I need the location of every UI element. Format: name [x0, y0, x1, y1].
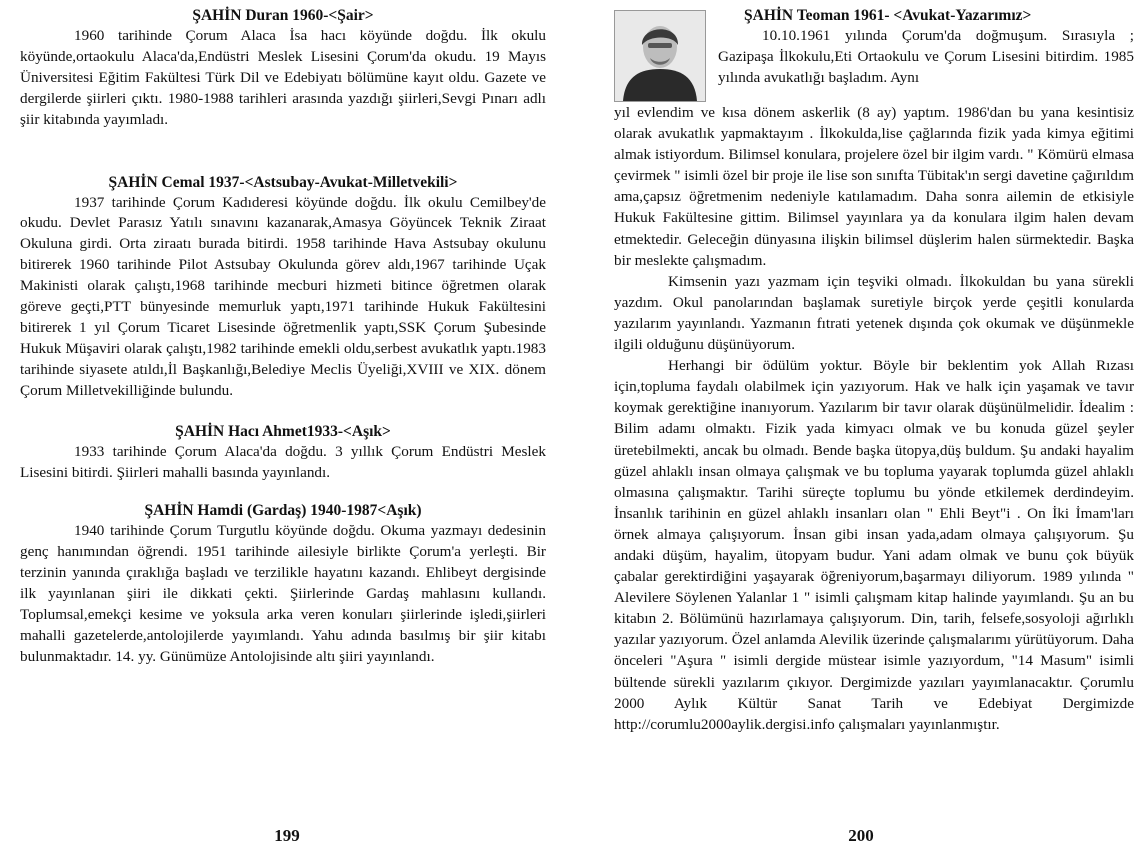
entry-header-text — [718, 6, 1134, 89]
entry-title: ŞAHİN Cemal 1937-<Astsubay-Avukat-Milletvekili> — [108, 173, 458, 191]
entry-body — [614, 102, 1134, 735]
entry-title: ŞAHİN Hacı Ahmet1933-<Aşık> — [175, 422, 391, 440]
entry-intro: 10.10.1961 yılında Çorum'da doğmuşum. Sırasıyla ; Gazipaşa İlkokulu,Eti Ortaokulu ve Çorum Lisesini bitirdim. 1985 yılında avukatlığı başladım. Aynı — [718, 27, 1134, 86]
entry-text: 1960 tarihinde Çorum Alaca İsa hacı köyünde doğdu. İlk okulu köyünde,ortaokulu Alaca'da,Endüstri Meslek Lisesini Çorum'da okudu. 19 Mayıs Üniversitesi Eğitim Fakültesi Türk Dil ve Edebiyatı bölümüne kayıt oldu. Gazete ve dergilerde şiirleri çıktı. 1980-1988 tarihleri arasında yazdığı şiirleri,Sevgi Pınarı adlı şiir kitabında yayımladı. — [20, 27, 546, 128]
entry-paragraph: Kimsenin yazı yazmam için teşviki olmadı. İlkokuldan bu yana sürekli yazdım. Okul panolarından başlamak suretiyle birçok yerde çeşitli konularda yazılarım yayınlandı. Yazmanın fıtrati yetenek dışında çok okumak ve düşünmekle ilgili olduğunu düşünüyorum. — [614, 272, 1134, 354]
entry-header — [614, 6, 1134, 102]
entry-text: 1937 tarihinde Çorum Kadıderesi köyünde doğdu. İlk okulu Cemilbey'de okudu. Devlet Parasız Yatılı sınavını kazanarak,Amasya Göyüncek Teknik Ziraat Okuluna girdi. Orta ziraatı burada bitirdi. 1958 tarihinde Hava Astsubay okulunu bitirerek 1960 tarihinde Pilot Astsubay Okulunda görev aldı,1967 tarihinde Uçak Makinisti olarak çalıştı,1968 tarihinde mecburi hizmeti bitince öğretmen olarak göreve geçti,PTT bünyesinde memurluk yaptı,1971 tarihinde Hukuk Fakültesini bitirerek 1 yıl Çorum Ticaret Lisesinde öğretmenlik yaptı,SSK Çorum Şubesinde Hukuk Müşaviri olarak çalıştı,1982 tarihinde emekli oldu,serbest avukatlık yaptı.1983 tarihinde siyasete atıldı,İl Başkanlığı,Belediye Meclis Üyeliği,XVIII ve XIX. dönem Çorum Milletvekilliğinde bulundu. — [20, 193, 546, 399]
entry-cemal — [20, 173, 546, 402]
entry-text: 1933 tarihinde Çorum Alaca'da doğdu. 3 yıllık Çorum Endüstri Meslek Lisesini bitirdi. Şiirleri mahalli basında yayınlandı. — [20, 442, 546, 481]
entry-paragraph: Herhangi bir ödülüm yoktur. Böyle bir beklentim yok Allah Rızası için,topluma faydalı olabilmek için yazıyorum. Hak ve halk için yaşamak ve tavır koymak gerektiğine inanıyorum. Yazılarım bir tavır olarak düşünülmelidir. İdealim : Bilim adamı olmaktı. Fizik yada kimyacı olmak ve bu konuda güzel şeyler üretebilmekti, ancak bu olmadı. Bende başka ütopya,düş buldum. Şu andaki hayalim güzel ahlaklı insan olmaya çalışmak ve bu topluma yayarak toplumda güzel ahlaklı olmasına çalışmaktır. Tarihi süreçte toplumu bu yönde etkilemek derdindeyim. İnsanlık tarihinin en güzel ahlaklı insanları olan " Ehli Beyt"i . On İki İmam'ları örnek almaya çalışıyorum. İnsan gibi insan yada,adam olmaya çalışıyorum. Şu andaki düşüm, hayalim, ütopyam budur. Yani adam olmak ve bunu çok büyük çabalar gerektirdiğini yaşayarak öğreniyorum,başarmayı diliyorum. 1989 yılında " Alevilere Söylenen Yalanlar 1 " isimli çalışmam kitap halinde yayımlandı. Şu an bu kitabın 2. Bölümünü hazırlamaya çalışıyorum. Din, tarih, felsefe,sosyoloji ağırlıklı yazılar yazıyorum. Özel anlamda Alevilik üzerinde çalışmalarımı yürütüyorum. Daha önceleri "Aşura " isimli dergide müstear isimle yazıyordum, "14 Masum" isimli bültende sürekli yazılarım çıkıyor. Dergimizde yazıları yayımlanacaktır. Çorumlu 2000 Aylık Kültür Sanat Tarih ve Edebiyat Dergimizde http://corumlu2000aylik.dergisi.info çalışmaları yayınlanmıştır. — [614, 357, 1134, 733]
right-column — [614, 6, 1134, 735]
entry-hamdi — [20, 501, 546, 667]
person-photo-icon — [614, 10, 706, 102]
entry-title: ŞAHİN Duran 1960-<Şair> — [192, 7, 374, 24]
entry-duran — [20, 6, 546, 131]
entry-title: ŞAHİN Hamdi (Gardaş) 1940-1987<Aşık) — [144, 502, 422, 520]
left-column — [20, 6, 546, 668]
entry-text: 1940 tarihinde Çorum Turgutlu köyünde doğdu. Okuma yazmayı dedesinin genç hanımından öğrendi. 1951 tarihinde ailesiyle birlikte Çorum'a yerleşti. Bir terzinin yanında çıraklığa başladı ve terzilikle hayatını kazandı. Ehlibeyt dergisinde ilk yayınlanan şiiri ile dikkati çekti. Şiirlerinde Gardaş mahlasını kullandı. Toplumsal,emekçi kesime ve yoksula arka veren konuları şiirlerinde işledi,şiirleri mahalli gazetelerde,antolojilerde yayımlandı. Yahu adında basılmış bir şiir kitabı bulunmaktadır. 14. yy. Günümüze Antolojisinde altı şiiri yayınlandı. — [20, 522, 546, 665]
entry-haci-ahmet — [20, 422, 546, 484]
page-number: 200 — [848, 826, 874, 845]
entry-paragraph: yıl evlendim ve kısa dönem askerlik (8 ay) yaptım. 1986'dan bu yana kesintisiz olarak avukatlık yapmaktayım . İlkokulda,lise çağlarında fizik yada kimya eğitimi almak istiyordum. Bilimsel konulara, projelere özel bir ilgim vardı. " Kömürü elmasa çevirmek " isimli özel bir proje ile lise son sınıfta Tübitak'ın sergi davetine çağırıldım ama,çapsız öğretmenim nedeniyle katılamadım. Daha sonra ailemin de etkisiyle Hukuk Fakültesine gittim. Bilimsel yayınlara ya da konulara ilgim halen devam etmektedir. Geleceğin dünyasına ilişkin bilimsel düşlerim halen sürmektedir. Başka bir meslekte çalışmadım. — [614, 104, 1134, 269]
right-page — [574, 0, 1148, 855]
page-number: 199 — [274, 826, 300, 845]
entry-title: ŞAHİN Teoman 1961- <Avukat-Yazarımız> — [744, 7, 1032, 24]
